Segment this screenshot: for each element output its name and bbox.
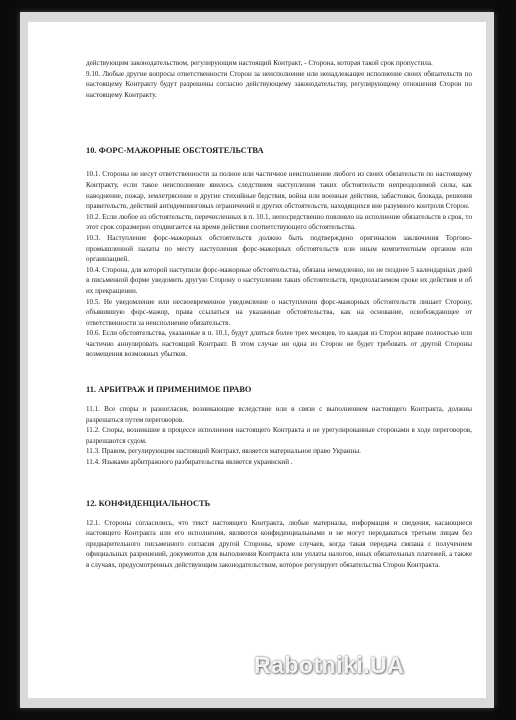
paragraph-11-3: 11.3. Правом, регулирующим настоящий Контракт, является материальное право Украины.: [86, 447, 361, 456]
section-10-heading: 10. ФОРС-МАЖОРНЫЕ ОБСТОЯТЕЛЬСТВА: [86, 146, 264, 156]
watermark-logo-icon: [356, 598, 426, 652]
section-12-heading: 12. КОНФИДЕНЦИАЛЬНОСТЬ: [86, 498, 211, 508]
paragraph-10-3: 10.3. Наступление форс-мажорных обстоятельств должно быть подтверждено оригиналом заключения Торгово-промышленной палаты по месту наступления форс-мажорных обстоятельств или иным компетентным органом или организацией.: [86, 233, 472, 264]
document-content: [86, 58, 472, 571]
section-11-heading: 11. АРБИТРАЖ И ПРИМЕНИМОЕ ПРАВО: [86, 385, 252, 395]
paragraph-10-4: 10.4. Сторона, для которой наступили форс-мажорные обстоятельства, обязана немедленно, но не позднее 5 календарных дней в письменной форме уведомить другую Сторону о наступлении таких обстоятельств, предполагаемом сроке их действия и об их прекращении.: [86, 265, 472, 295]
document-page: [28, 22, 486, 698]
paragraph-10-6: 10.6. Если обстоятельства, указанные в п. 10.1, будут длиться более трех месяцев, то каждая из Сторон вправе полностью или частично аннулировать настоящий Контракт. В этом случае ни одна из Сторон не будет требовать от другой Стороны возмещения возможных убытков.: [86, 329, 472, 359]
paragraph-12-1: 12.1. Стороны согласились, что текст настоящего Контракта, любые материалы, информация и сведения, касающиеся настоящего Контракта или его исполнения, являются конфиденциальными и не могут передаваться третьим лицам без предварительного письменного согласия другой Стороны, кроме случаев, когда такая передача связана с получением официальных разрешений, документов для выполнения Контракта или уплаты налогов, иных обязательных платежей, а также в случаях, предусмотренных действующим законодательством, которое регулирует обязательства Сторон Контракта.: [86, 518, 472, 569]
paragraph-9-10: 9.10. Любые другие вопросы ответственности Сторон за неисполнение или ненадлежащее исполнение своих обязательств по настоящему Контракту будут разрешены согласно действующему законодательству, регулирующему отношения Сторон по настоящему Контракту.: [86, 69, 472, 99]
paragraph-10-5: 10.5. Не уведомление или несвоевременное уведомление о наступлении форс-мажорных обстоятельств лишает Сторону, объявившую форс-мажор, права ссылаться на указанные обстоятельства, как на основание, освобождающее от ответственности за неисполнение обязательств.: [86, 297, 472, 327]
watermark-text: Rabotniki.UA: [254, 652, 405, 678]
paragraph-9-9-end: действующим законодательством, регулирующим настоящий Контракт, - Сторона, которая такой срок пропустила.: [86, 59, 433, 67]
paragraph-10-1: 10.1. Стороны не несут ответственности за полное или частичное неисполнение любого из своих обязательств по настоящему Контракту, если такое неисполнение явилось следствием наступления таких обстоятельств непреодолимой силы, как наводнение, пожар, землетрясение и другие стихийные бедствия, война или военные действия, забастовки, блокада, решения правительств, действий антидемпинговых ограничений и других обстоятельств, находящихся вне разумного контроля Сторон.: [86, 170, 472, 211]
paragraph-11-1: 11.1. Все споры и разногласия, возникающие вследствие или в связи с выполнением настоящего Контракта, должны разрешаться путем переговоров.: [86, 405, 472, 424]
paragraph-11-4: 11.4. Языками арбитражного разбирательства является украинский .: [86, 458, 293, 467]
paragraph-11-2: 11.2. Споры, возникшие в процессе исполнения настоящего Контракта и не урегулированные сторонами в ходе переговоров, разрешаются судом.: [86, 426, 472, 445]
paragraph-10-2: 10.2. Если любое из обстоятельств, перечисленных в п. 10.1, непосредственно повлияло на исполнение обязательств в срок, то этот срок соразмерно отодвигается на время действия соответствующего обстоятельства.: [86, 212, 472, 232]
